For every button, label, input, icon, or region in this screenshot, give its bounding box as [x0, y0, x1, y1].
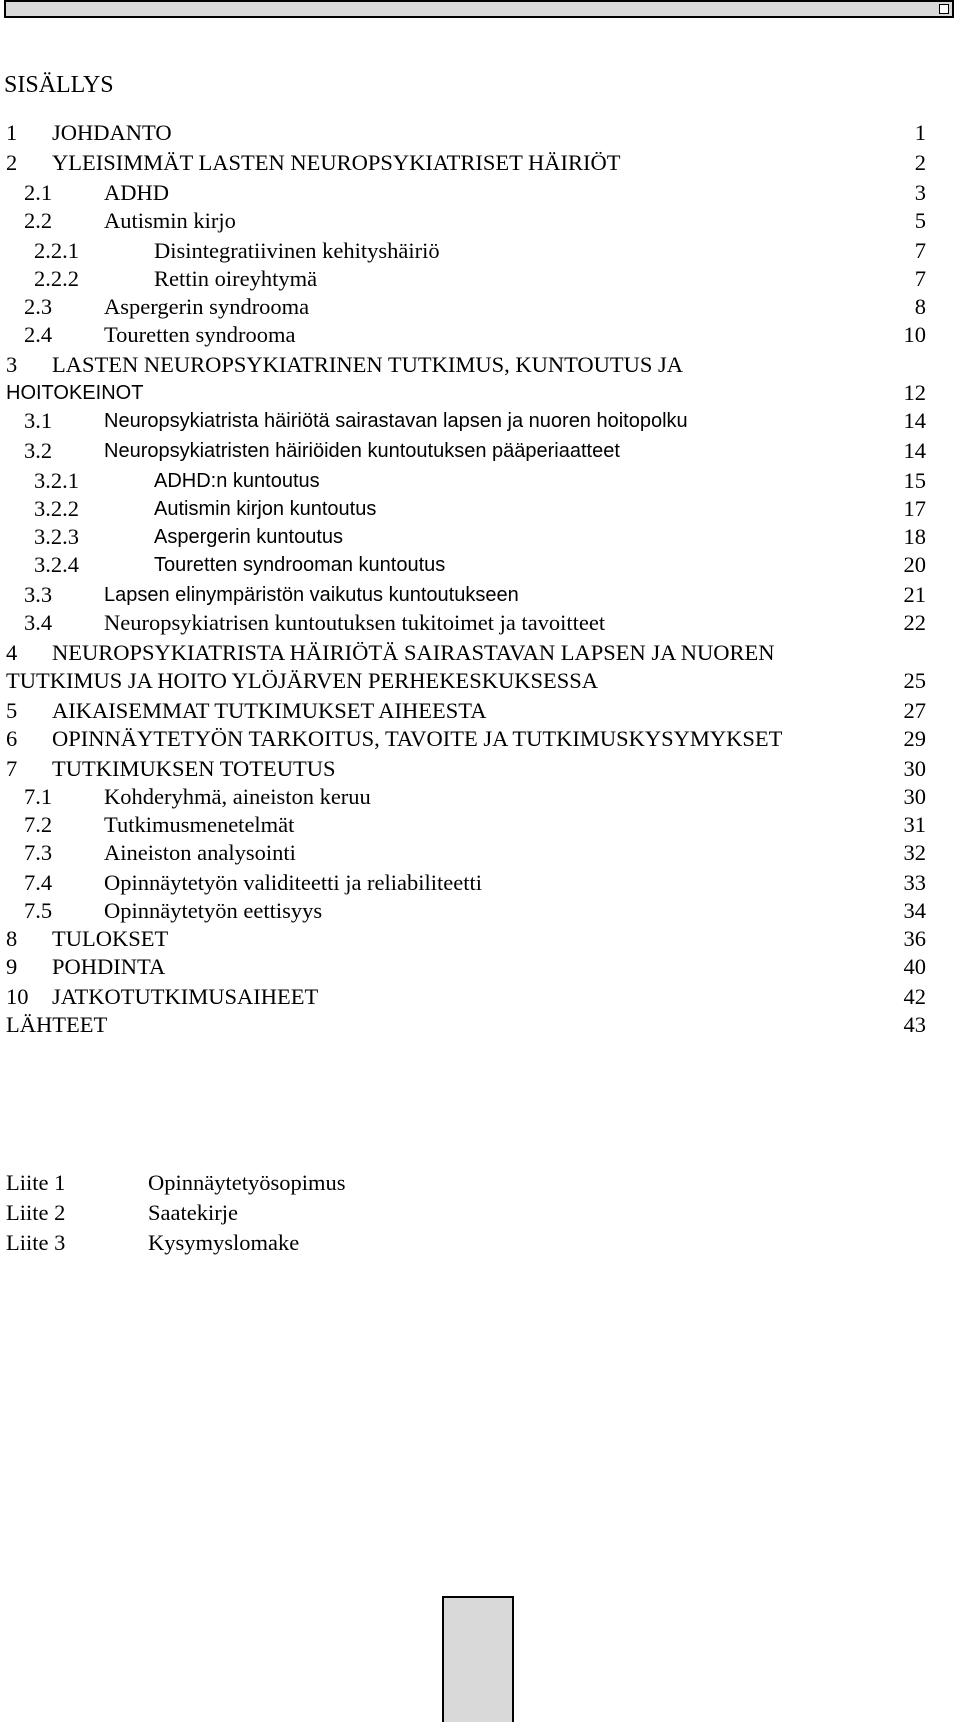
toc-entry-number: 6	[6, 726, 18, 751]
toc-entry-page: 43	[903, 1012, 926, 1037]
toc-entry-title: ADHD:n kuntoutus	[154, 470, 320, 492]
toc-entry-title: Neuropsykiatristen häiriöiden kuntoutuksen pääperiaatteet	[104, 440, 620, 462]
toc-entry-page: 29	[903, 726, 926, 751]
toc-entry-title: Neuropsykiatrisen kuntoutuksen tukitoimet ja tavoitteet	[104, 610, 606, 635]
toc-entry-page: 5	[914, 208, 926, 233]
appendix-title: Kysymyslomake	[148, 1230, 300, 1255]
toc-entry-number: 4	[6, 640, 18, 665]
toc-entry-page: 30	[903, 756, 926, 781]
toc-entry-number: 3.2.3	[34, 524, 79, 549]
toc-entry-number: 2.2.1	[34, 238, 79, 263]
toc-entry-page: 7	[914, 238, 926, 263]
toc-entry-number: 3.2.4	[34, 552, 79, 577]
toc-entry	[0, 522, 960, 552]
toc-entry-title: Opinnäytetyön eettisyys	[104, 898, 323, 923]
toc-entry-number: 1	[6, 120, 18, 145]
toc-entry-number: 2.1	[24, 180, 53, 205]
toc-entry-number: 7	[6, 756, 18, 781]
toc-entry-number: 3.4	[24, 610, 53, 635]
toc-entry-page: 2	[914, 150, 926, 175]
appendix-label: Liite 2	[6, 1200, 66, 1225]
toc-entry-page: 7	[914, 266, 926, 291]
toc-entry-page: 1	[914, 120, 926, 145]
toc-entry	[0, 118, 960, 148]
toc-entry-page: 32	[903, 840, 926, 865]
toc-entry-number: 3.2.1	[34, 468, 79, 493]
toc-entry-page: 3	[914, 180, 926, 205]
toc-entry	[0, 466, 960, 496]
toc-entry-page: 22	[903, 610, 926, 635]
toc-entry-page: 20	[903, 552, 926, 577]
toc-entry	[0, 666, 960, 696]
toc-entry-title: TUTKIMUS JA HOITO YLÖJÄRVEN PERHEKESKUKSESSA	[6, 668, 598, 693]
toc-entry-title: AIKAISEMMAT TUTKIMUKSET AIHEESTA	[52, 698, 487, 723]
toc-entry-number: 3.2.2	[34, 496, 79, 521]
toc-entry-number: 5	[6, 698, 18, 723]
toc-entry	[0, 896, 960, 926]
toc-entry-number: 3.1	[24, 408, 53, 433]
toc-entry-number: 7.3	[24, 840, 53, 865]
toc-entry-page: 40	[903, 954, 926, 979]
toc-entry	[0, 868, 960, 898]
toc-entry	[0, 350, 960, 380]
appendix-label: Liite 1	[6, 1170, 66, 1195]
toc-entry-page: 33	[903, 870, 926, 895]
toc-entry	[0, 754, 960, 784]
toc-entry	[0, 838, 960, 868]
toc-entry-title: Aineiston analysointi	[104, 840, 296, 865]
page-title: SISÄLLYS	[4, 72, 114, 98]
appendix-title: Saatekirje	[148, 1200, 238, 1225]
toc-entry	[0, 550, 960, 580]
toc-entry-title: Neuropsykiatrista häiriötä sairastavan lapsen ja nuoren hoitopolku	[104, 410, 688, 432]
toc-entry	[0, 952, 960, 982]
toc-entry-title: Rettin oireyhtymä	[154, 266, 318, 291]
toc-entry-number: 2.4	[24, 322, 53, 347]
toc-entry	[0, 292, 960, 322]
toc-entry-number: 2.2.2	[34, 266, 79, 291]
toc-entry-page: 18	[903, 524, 926, 549]
appendix-label: Liite 3	[6, 1230, 66, 1255]
toc-entry-title: Lapsen elinympäristön vaikutus kuntoutukseen	[104, 584, 519, 606]
appendix-title: Opinnäytetyösopimus	[148, 1170, 346, 1195]
bottom-frame-block	[442, 1596, 514, 1722]
toc-entry-title: YLEISIMMÄT LASTEN NEUROPSYKIATRISET HÄIRIÖT	[52, 150, 621, 175]
toc-entry-title: Kohderyhmä, aineiston keruu	[104, 784, 371, 809]
toc-entry-page: 42	[903, 984, 926, 1009]
toc-entry-number: 2.3	[24, 294, 53, 319]
toc-entry	[0, 580, 960, 610]
toc-entry-number: 7.4	[24, 870, 53, 895]
toc-entry-title: HOITOKEINOT	[6, 382, 144, 404]
toc-entry-page: 36	[903, 926, 926, 951]
toc-entry-title: LASTEN NEUROPSYKIATRINEN TUTKIMUS, KUNTOUTUS JA	[52, 352, 684, 377]
toc-entry-number: 3.3	[24, 582, 53, 607]
toc-entry-title: POHDINTA	[52, 954, 166, 979]
toc-entry-title: Opinnäytetyön validiteetti ja reliabiliteetti	[104, 870, 483, 895]
toc-entry	[0, 608, 960, 638]
toc-entry-title: OPINNÄYTETYÖN TARKOITUS, TAVOITE JA TUTKIMUSKYSYMYKSET	[52, 726, 783, 751]
toc-entry-title: LÄHTEET	[6, 1012, 108, 1037]
toc-entry-title: Aspergerin syndrooma	[104, 294, 310, 319]
toc-entry-title: Autismin kirjo	[104, 208, 236, 233]
toc-entry-number: 7.1	[24, 784, 53, 809]
toc-entry-page: 31	[903, 812, 926, 837]
toc-entry-title: Tutkimusmenetelmät	[104, 812, 295, 837]
toc-entry-number: 9	[6, 954, 18, 979]
toc-entry-page: 14	[903, 408, 926, 433]
toc-entry-title: JATKOTUTKIMUSAIHEET	[52, 984, 319, 1009]
toc-entry-number: 10	[6, 984, 29, 1009]
toc-entry-number: 2	[6, 150, 18, 175]
toc-entry	[0, 782, 960, 812]
toc-entry	[0, 178, 960, 208]
toc-entry-title: TUTKIMUKSEN TOTEUTUS	[52, 756, 336, 781]
toc-entry-page: 17	[903, 496, 926, 521]
toc-entry-page: 12	[903, 380, 926, 405]
toc-entry-page: 10	[903, 322, 926, 347]
toc-entry-title: Disintegratiivinen kehityshäiriö	[154, 238, 440, 263]
toc-entry-page: 15	[903, 468, 926, 493]
toc-entry-page: 25	[903, 668, 926, 693]
toc-entry	[0, 206, 960, 236]
toc-entry	[0, 494, 960, 524]
toc-entry-title: NEUROPSYKIATRISTA HÄIRIÖTÄ SAIRASTAVAN LAPSEN JA NUOREN	[52, 640, 775, 665]
toc-entry	[0, 638, 960, 668]
toc-entry-title: Touretten syndrooma	[104, 322, 296, 347]
toc-entry-title: Touretten syndrooman kuntoutus	[154, 554, 446, 576]
toc-entry-page: 27	[903, 698, 926, 723]
toc-entry	[0, 436, 960, 466]
toc-entry-title: Aspergerin kuntoutus	[154, 526, 344, 548]
toc-entry-page: 21	[903, 582, 926, 607]
toc-entry	[0, 148, 960, 178]
toc-entry-title: TULOKSET	[52, 926, 169, 951]
toc-entry-page: 8	[914, 294, 926, 319]
toc-entry	[0, 264, 960, 294]
toc-entry	[0, 236, 960, 266]
toc-entry-number: 7.2	[24, 812, 53, 837]
toc-entry-page: 30	[903, 784, 926, 809]
toc-entry-number: 3	[6, 352, 18, 377]
toc-entry-number: 8	[6, 926, 18, 951]
toc-entry	[0, 696, 960, 726]
toc-entry-number: 7.5	[24, 898, 53, 923]
toc-entry-page: 14	[903, 438, 926, 463]
toc-entry-title: Autismin kirjon kuntoutus	[154, 498, 377, 520]
toc-entry	[0, 924, 960, 954]
toc-entry-title: JOHDANTO	[52, 120, 172, 145]
toc-entry	[0, 320, 960, 350]
toc-entry-title: ADHD	[104, 180, 169, 205]
toc-entry-page: 34	[903, 898, 926, 923]
toc-entry	[0, 378, 960, 408]
toc-entry	[0, 406, 960, 436]
toc-entry	[0, 1010, 960, 1040]
toc-entry	[0, 982, 960, 1012]
toc-entry	[0, 810, 960, 840]
toc-entry-number: 3.2	[24, 438, 53, 463]
toc-entry	[0, 724, 960, 754]
toc-entry-number: 2.2	[24, 208, 53, 233]
